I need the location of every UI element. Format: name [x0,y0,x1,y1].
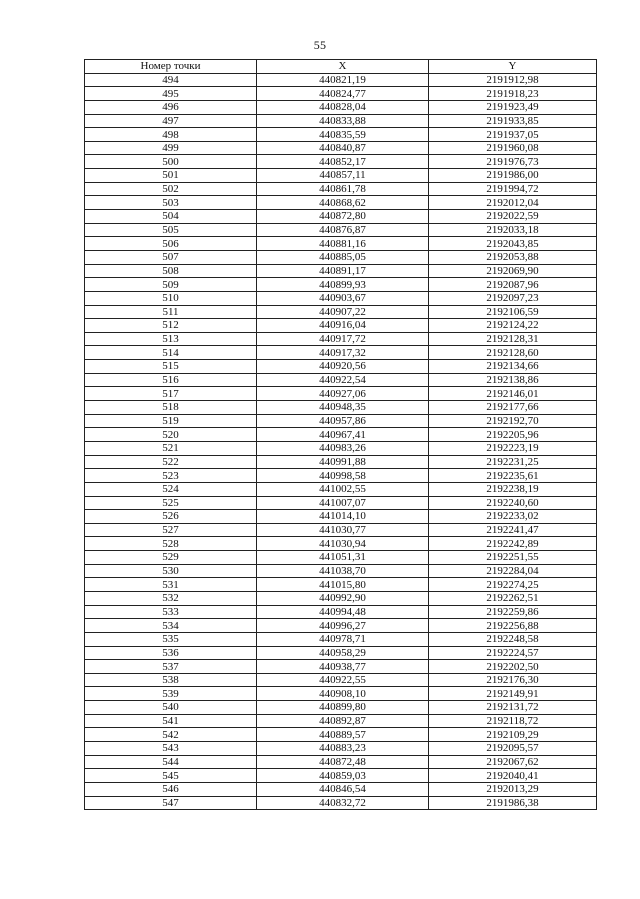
table-row [85,510,597,524]
table-row [85,250,597,264]
point-number-cell: 525 [85,496,257,510]
x-coordinate-cell: 441015,80 [257,578,429,592]
y-coordinate-cell: 2192241,47 [429,523,597,537]
y-coordinate-cell: 2191918,23 [429,87,597,101]
table-row [85,714,597,728]
y-coordinate-cell: 2192149,91 [429,687,597,701]
table-row [85,237,597,251]
y-coordinate-cell: 2192043,85 [429,237,597,251]
table-body [85,73,597,810]
y-coordinate-cell: 2192124,22 [429,319,597,333]
y-coordinate-cell: 2192146,01 [429,387,597,401]
x-coordinate-cell: 440881,16 [257,237,429,251]
table-row [85,182,597,196]
x-coordinate-cell: 440927,06 [257,387,429,401]
point-number-cell: 502 [85,182,257,196]
x-coordinate-cell: 440885,05 [257,250,429,264]
x-coordinate-cell: 440998,58 [257,469,429,483]
table-row [85,578,597,592]
point-number-cell: 504 [85,210,257,224]
table-row [85,591,597,605]
y-coordinate-cell: 2192012,04 [429,196,597,210]
column-header-x: X [257,60,429,74]
point-number-cell: 545 [85,769,257,783]
table-row [85,114,597,128]
x-coordinate-cell: 440994,48 [257,605,429,619]
table-row [85,564,597,578]
x-coordinate-cell: 440872,80 [257,210,429,224]
y-coordinate-cell: 2192284,04 [429,564,597,578]
y-coordinate-cell: 2192233,02 [429,510,597,524]
y-coordinate-cell: 2191933,85 [429,114,597,128]
point-number-cell: 533 [85,605,257,619]
table-row [85,264,597,278]
x-coordinate-cell: 440907,22 [257,305,429,319]
point-number-cell: 515 [85,360,257,374]
point-number-cell: 499 [85,141,257,155]
table-row [85,441,597,455]
x-coordinate-cell: 440840,87 [257,141,429,155]
table-row [85,278,597,292]
table-row [85,673,597,687]
table-row [85,128,597,142]
x-coordinate-cell: 441014,10 [257,510,429,524]
page-number: 55 [313,38,327,52]
table-row [85,796,597,810]
table-row [85,141,597,155]
x-coordinate-cell: 440917,32 [257,346,429,360]
table-row [85,632,597,646]
y-coordinate-cell: 2192128,31 [429,332,597,346]
x-coordinate-cell: 440948,35 [257,401,429,415]
point-number-cell: 518 [85,401,257,415]
y-coordinate-cell: 2192106,59 [429,305,597,319]
table-row [85,660,597,674]
point-number-cell: 535 [85,632,257,646]
table-row [85,319,597,333]
x-coordinate-cell: 440917,72 [257,332,429,346]
x-coordinate-cell: 440938,77 [257,660,429,674]
point-number-cell: 546 [85,782,257,796]
point-number-cell: 538 [85,673,257,687]
point-number-cell: 494 [85,73,257,87]
x-coordinate-cell: 440908,10 [257,687,429,701]
table-row [85,373,597,387]
x-coordinate-cell: 440991,88 [257,455,429,469]
point-number-cell: 516 [85,373,257,387]
y-coordinate-cell: 2192231,25 [429,455,597,469]
y-coordinate-cell: 2191986,38 [429,796,597,810]
point-number-cell: 495 [85,87,257,101]
x-coordinate-cell: 440891,17 [257,264,429,278]
point-number-cell: 521 [85,441,257,455]
point-number-cell: 524 [85,482,257,496]
point-number-cell: 530 [85,564,257,578]
point-number-cell: 520 [85,428,257,442]
point-number-cell: 539 [85,687,257,701]
table-row [85,169,597,183]
x-coordinate-cell: 440922,55 [257,673,429,687]
x-coordinate-cell: 440859,03 [257,769,429,783]
x-coordinate-cell: 440872,48 [257,755,429,769]
point-number-cell: 507 [85,250,257,264]
y-coordinate-cell: 2191937,05 [429,128,597,142]
point-number-cell: 503 [85,196,257,210]
y-coordinate-cell: 2192138,86 [429,373,597,387]
y-coordinate-cell: 2192128,60 [429,346,597,360]
x-coordinate-cell: 440861,78 [257,182,429,196]
table-row [85,332,597,346]
x-coordinate-cell: 441051,31 [257,551,429,565]
table-row [85,755,597,769]
y-coordinate-cell: 2192067,62 [429,755,597,769]
y-coordinate-cell: 2192223,19 [429,441,597,455]
y-coordinate-cell: 2192238,19 [429,482,597,496]
point-number-cell: 523 [85,469,257,483]
table-row [85,469,597,483]
y-coordinate-cell: 2192256,88 [429,619,597,633]
table-row [85,155,597,169]
y-coordinate-cell: 2192262,51 [429,591,597,605]
y-coordinate-cell: 2192248,58 [429,632,597,646]
x-coordinate-cell: 440967,41 [257,428,429,442]
point-number-cell: 536 [85,646,257,660]
y-coordinate-cell: 2191960,08 [429,141,597,155]
y-coordinate-cell: 2192192,70 [429,414,597,428]
point-number-cell: 514 [85,346,257,360]
y-coordinate-cell: 2192177,66 [429,401,597,415]
x-coordinate-cell: 440922,54 [257,373,429,387]
y-coordinate-cell: 2192069,90 [429,264,597,278]
point-number-cell: 508 [85,264,257,278]
x-coordinate-cell: 440899,93 [257,278,429,292]
x-coordinate-cell: 440868,62 [257,196,429,210]
x-coordinate-cell: 440978,71 [257,632,429,646]
x-coordinate-cell: 440857,11 [257,169,429,183]
point-number-cell: 537 [85,660,257,674]
x-coordinate-cell: 440992,90 [257,591,429,605]
table-row [85,769,597,783]
x-coordinate-cell: 440846,54 [257,782,429,796]
point-number-cell: 513 [85,332,257,346]
x-coordinate-cell: 440958,29 [257,646,429,660]
table-row [85,360,597,374]
point-number-cell: 506 [85,237,257,251]
point-number-cell: 517 [85,387,257,401]
x-coordinate-cell: 440852,17 [257,155,429,169]
y-coordinate-cell: 2192118,72 [429,714,597,728]
table-row [85,646,597,660]
point-number-cell: 544 [85,755,257,769]
y-coordinate-cell: 2192109,29 [429,728,597,742]
point-number-cell: 527 [85,523,257,537]
table-row [85,728,597,742]
y-coordinate-cell: 2192176,30 [429,673,597,687]
table-row [85,401,597,415]
table-row [85,87,597,101]
point-number-cell: 547 [85,796,257,810]
y-coordinate-cell: 2192097,23 [429,291,597,305]
point-number-cell: 512 [85,319,257,333]
y-coordinate-cell: 2192053,88 [429,250,597,264]
table-row [85,782,597,796]
y-coordinate-cell: 2192033,18 [429,223,597,237]
y-coordinate-cell: 2192095,57 [429,742,597,756]
table-row [85,291,597,305]
x-coordinate-cell: 440983,26 [257,441,429,455]
x-coordinate-cell: 440996,27 [257,619,429,633]
y-coordinate-cell: 2192259,86 [429,605,597,619]
column-header-point-number: Номер точки [85,60,257,74]
table-row [85,305,597,319]
y-coordinate-cell: 2192242,89 [429,537,597,551]
y-coordinate-cell: 2192235,61 [429,469,597,483]
point-number-cell: 531 [85,578,257,592]
column-header-y: Y [429,60,597,74]
point-number-cell: 496 [85,100,257,114]
point-number-cell: 529 [85,551,257,565]
x-coordinate-cell: 440883,23 [257,742,429,756]
table-row [85,523,597,537]
point-number-cell: 498 [85,128,257,142]
point-number-cell: 543 [85,742,257,756]
x-coordinate-cell: 441007,07 [257,496,429,510]
table-row [85,687,597,701]
x-coordinate-cell: 440899,80 [257,701,429,715]
point-number-cell: 542 [85,728,257,742]
table-row [85,100,597,114]
table-row [85,496,597,510]
y-coordinate-cell: 2191923,49 [429,100,597,114]
y-coordinate-cell: 2191986,00 [429,169,597,183]
table-row [85,346,597,360]
y-coordinate-cell: 2192205,96 [429,428,597,442]
point-number-cell: 509 [85,278,257,292]
x-coordinate-cell: 440903,67 [257,291,429,305]
point-number-cell: 511 [85,305,257,319]
point-number-cell: 532 [85,591,257,605]
y-coordinate-cell: 2192013,29 [429,782,597,796]
y-coordinate-cell: 2192274,25 [429,578,597,592]
x-coordinate-cell: 440832,72 [257,796,429,810]
x-coordinate-cell: 440828,04 [257,100,429,114]
point-number-cell: 519 [85,414,257,428]
y-coordinate-cell: 2191994,72 [429,182,597,196]
x-coordinate-cell: 440835,59 [257,128,429,142]
table-row [85,742,597,756]
point-number-cell: 540 [85,701,257,715]
y-coordinate-cell: 2192202,50 [429,660,597,674]
y-coordinate-cell: 2192087,96 [429,278,597,292]
point-number-cell: 526 [85,510,257,524]
table-row [85,210,597,224]
table-header-row [85,60,597,74]
y-coordinate-cell: 2192131,72 [429,701,597,715]
x-coordinate-cell: 440824,77 [257,87,429,101]
x-coordinate-cell: 440957,86 [257,414,429,428]
point-number-cell: 510 [85,291,257,305]
x-coordinate-cell: 441002,55 [257,482,429,496]
y-coordinate-cell: 2192251,55 [429,551,597,565]
x-coordinate-cell: 440821,19 [257,73,429,87]
x-coordinate-cell: 440889,57 [257,728,429,742]
point-number-cell: 528 [85,537,257,551]
point-number-cell: 505 [85,223,257,237]
point-number-cell: 501 [85,169,257,183]
point-number-cell: 500 [85,155,257,169]
x-coordinate-cell: 441030,94 [257,537,429,551]
y-coordinate-cell: 2192022,59 [429,210,597,224]
table-row [85,414,597,428]
table-row [85,73,597,87]
table-row [85,537,597,551]
x-coordinate-cell: 440892,87 [257,714,429,728]
table-row [85,701,597,715]
y-coordinate-cell: 2191912,98 [429,73,597,87]
table-row [85,455,597,469]
table-row [85,551,597,565]
y-coordinate-cell: 2191976,73 [429,155,597,169]
x-coordinate-cell: 440833,88 [257,114,429,128]
table-row [85,428,597,442]
table-row [85,482,597,496]
y-coordinate-cell: 2192040,41 [429,769,597,783]
point-number-cell: 522 [85,455,257,469]
y-coordinate-cell: 2192240,60 [429,496,597,510]
table-row [85,605,597,619]
table-row [85,387,597,401]
coordinates-table [84,59,597,810]
table-row [85,223,597,237]
y-coordinate-cell: 2192134,66 [429,360,597,374]
point-number-cell: 541 [85,714,257,728]
point-number-cell: 534 [85,619,257,633]
x-coordinate-cell: 441038,70 [257,564,429,578]
table-row [85,196,597,210]
y-coordinate-cell: 2192224,57 [429,646,597,660]
x-coordinate-cell: 440920,56 [257,360,429,374]
table-row [85,619,597,633]
point-number-cell: 497 [85,114,257,128]
x-coordinate-cell: 440916,04 [257,319,429,333]
x-coordinate-cell: 440876,87 [257,223,429,237]
x-coordinate-cell: 441030,77 [257,523,429,537]
